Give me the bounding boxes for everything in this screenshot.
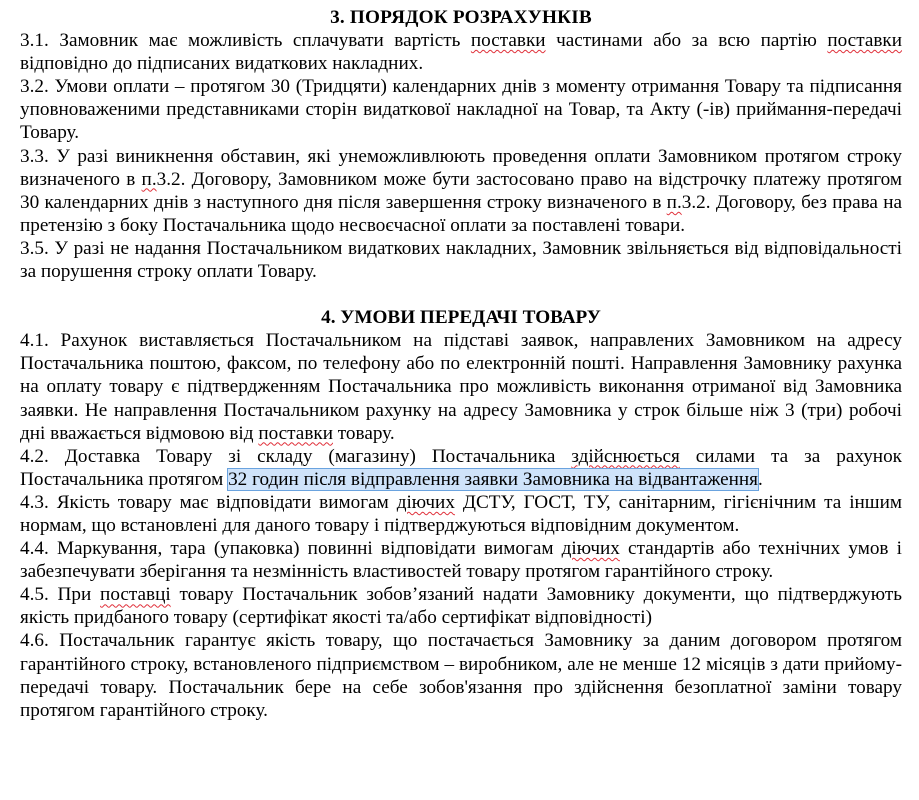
clause-3-1-text: відповідно до підписаних видаткових накладних. [20, 53, 424, 75]
clause-4-2-text: силами та за рахунок Постачальника протягом [20, 445, 902, 490]
clause-4-5-text: 4.5. При [20, 584, 101, 606]
clause-3-1-text: частинами або за всю партію [545, 30, 828, 52]
spellcheck-word: п. [666, 191, 682, 213]
clause-4-4-text: 4.4. Маркування, тара (упаковка) повинні відповідати вимогам [20, 538, 562, 560]
clause-4-2-text: . [758, 468, 763, 490]
clause-4-4-text: стандартів або технічних умов і забезпечувати зберігання та незмінність властивостей товару протягом гарантійного строку. [20, 538, 902, 583]
clause-3-3-text: 3.2. Договору, без права на претензію з боку Постачальника щодо несвоєчасної оплати за поставлені товари. [20, 191, 902, 236]
clause-4-6: 4.6. Постачальник гарантує якість товару, що постачається Замовнику за даним договором протягом гарантійного строку, встановленого підприємством – виробником, але не менше 12 місяців з дати прийому-передачі товару. Постачальник бере на себе зобов'язання про здійснення безоплатної заміни товару протягом гарантійного строку. [20, 630, 902, 721]
clause-3-2: 3.2. Умови оплати – протягом 30 (Тридцяти) календарних днів з моменту отримання Товару та підписання уповноваженими представниками сторін видаткової накладної на Товар, та Акту (-ів) приймання-передачі Товару. [20, 76, 902, 144]
clause-4-5 [20, 583, 902, 629]
clause-3-1-text: 3.1. Замовник має можливість сплачувати вартість [20, 30, 471, 52]
clause-4-3-text: 4.3. Якість товару має відповідати вимогам [20, 491, 397, 513]
clause-4-1-text: товару. [332, 422, 395, 444]
text-selection-highlight[interactable]: 32 годин після відправлення заявки Замовника на відвантаження [228, 468, 759, 490]
clause-4-1 [20, 329, 902, 444]
spellcheck-word: діючих [396, 491, 455, 513]
clause-4-2-text: 4.2. Доставка Товару зі складу (магазину) Постачальника [20, 445, 572, 467]
clause-3-1 [20, 29, 902, 75]
spellcheck-word: діючих [561, 538, 620, 560]
spellcheck-word: поставки [258, 422, 333, 444]
clause-4-2 [20, 445, 902, 491]
clause-4-1-text: 4.1. Рахунок виставляється Постачальником на підставі заявок, направлених Замовником на адресу Постачальника поштою, факсом, по телефону або по електронній пошті. Направлення Замовнику рахунка на оплату товару є підтвердженням Постачальника про можливість виконання отриманої від Замовника заявки. Не направлення Постачальником рахунку на адресу Замовника у строк більше ніж 3 (три) робочі дні вважається відмовою від [20, 330, 902, 444]
clause-3-3 [20, 145, 902, 237]
spellcheck-word: поставці [100, 584, 171, 606]
section-4-heading: 4. УМОВИ ПЕРЕДАЧІ ТОВАРУ [321, 307, 601, 329]
clause-4-4 [20, 537, 902, 583]
clause-4-3 [20, 491, 902, 537]
spellcheck-word: поставки [827, 30, 902, 52]
spellcheck-word: здійснюється [571, 445, 680, 467]
clause-4-5-text: товару Постачальник зобов’язаний надати Замовнику документи, що підтверджують якість придбаного товару (сертифікат якості та/або сертифікат відповідності) [20, 584, 902, 629]
spellcheck-word: п. [141, 168, 157, 190]
clause-3-3-text: 3.2. Договору, Замовником може бути застосовано право на відстрочку платежу протягом 30 календарних днів з наступного дня після завершення строку визначеного в [20, 168, 902, 213]
section-3-heading: 3. ПОРЯДОК РОЗРАХУНКІВ [330, 7, 592, 28]
clause-3-3-text: 3.3. У разі виникнення обставин, які унеможливлюють проведення оплати Замовником протягом строку визначеного в [20, 145, 902, 190]
clause-3-5: 3.5. У разі не надання Постачальником видаткових накладних, Замовник звільняється від відповідальності за порушення строку оплати Товару. [20, 237, 902, 283]
clause-4-3-text: ДСТУ, ГОСТ, ТУ, санітарним, гігієнічним та іншим нормам, що встановлені для даного товару і підтверджуються відповідним документом. [20, 491, 902, 536]
spellcheck-word: поставки [470, 30, 546, 52]
